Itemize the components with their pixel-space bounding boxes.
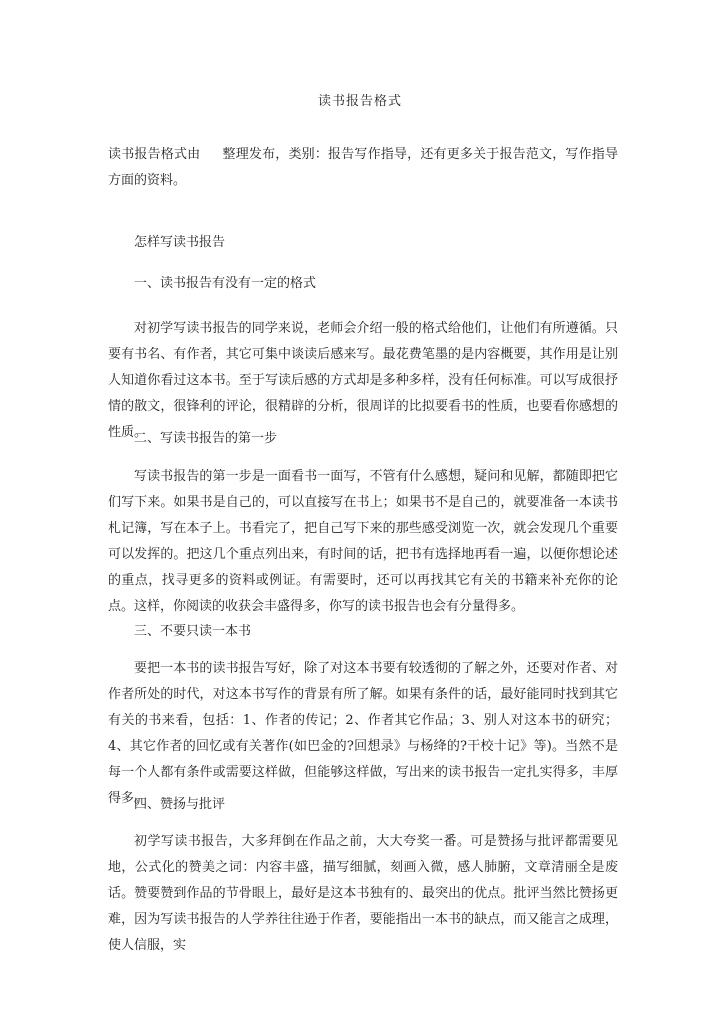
intro-suffix: 整理发布，类别：报告写作指导，还有更多关于报告范文，写作指导方面的资料。 <box>108 147 618 188</box>
subtitle-heading: 怎样写读书报告 <box>134 235 226 250</box>
intro-prefix: 读书报告格式由 <box>108 147 201 162</box>
intro-paragraph <box>108 142 618 194</box>
section-4-body: 初学写读书报告，大多拜倒在作品之前，大大夸奖一番。可是赞扬与批评都需要见地，公式化的赞美之词：内容丰盛，描写细腻，刻画入微，感人肺腑，文章清丽全是废话。赞要赞到作品的节骨眼上，最好是这本书独有的、最突出的优点。批评当然比赞扬更难，因为写读书报告的人学养往往逊于作者，要能指出一本书的缺点，而又能言之成理，使人信服，实 <box>108 834 618 953</box>
section-1-heading: 一、读书报告有没有一定的格式 <box>134 276 317 291</box>
document-title: 读书报告格式 <box>317 94 402 109</box>
section-4-heading: 四、赞扬与批评 <box>134 797 226 812</box>
section-2-body: 写读书报告的第一步是一面看书一面写，不管有什么感想，疑问和见解，都随即把它们写下来。如果书是自己的，可以直接写在书上；如果书不是自己的，就要准备一本读书札记簿，写在本子上。书看完了，把自己写下来的那些感受浏览一次，就会发现几个重要可以发挥的。把这几个重点列出来，有时间的话，把书有选择地再看一遍，以便你想论述的重点，找寻更多的资料或例证。有需要时，还可以再找其它有关的书籍来补充你的论点。这样，你阅读的收获会丰盛得多，你写的读书报告也会有分量得多。 <box>108 469 618 614</box>
section-2-heading: 二、写读书报告的第一步 <box>134 431 278 446</box>
section-3-body: 要把一本书的读书报告写好，除了对这本书要有较透彻的了解之外，还要对作者、对作者所处的时代，对这本书写作的背景有所了解。如果有条件的话，最好能同时找到其它有关的书来看，包括：1、作者的传记；2、作者其它作品；3、别人对这本书的研究；4、其它作者的回忆或有关著作(如巴金的?回想录》与杨绛的?干校十记》等)。当然不是每一个人都有条件或需要这样做，但能够这样做，写出来的读书报告一定扎实得多，丰厚得多。 <box>108 661 618 806</box>
section-3-heading: 三、不要只读一本书 <box>134 624 252 639</box>
section-1-body: 对初学写读书报告的同学来说，老师会介绍一般的格式给他们，让他们有所遵循。只要有书名、有作者，其它可集中谈读后感来写。最花费笔墨的是内容概要，其作用是让别人知道你看过这本书。至于写读后感的方式却是多种多样，没有任何标准。可以写成很抒情的散文，很锋利的评论，很精辟的分析，很周详的比拟要看书的性质，也要看你感想的性质。 <box>108 321 618 440</box>
